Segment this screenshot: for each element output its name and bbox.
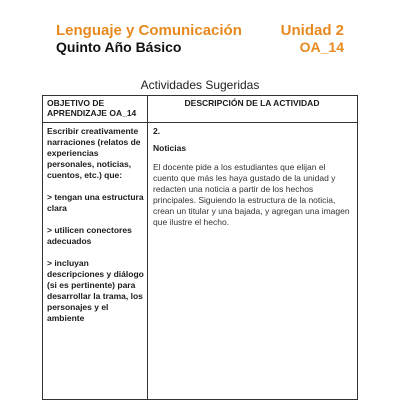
subject-title: Lenguaje y Comunicación — [56, 22, 242, 39]
objective-cell — [47, 126, 145, 335]
activity-title: Noticias — [153, 143, 187, 153]
objective-point: > incluyan descripciones y diálogo (si es pertinente) para desarrollar la trama, los personajes y el ambiente — [47, 258, 144, 323]
objective-intro: Escribir creativamente narraciones (relatos de experiencias personales, noticias, cuentos, etc.) que: — [47, 126, 141, 180]
column-divider — [147, 96, 148, 399]
activity-cell — [153, 126, 353, 228]
section-title: Actividades Sugeridas — [140, 78, 260, 92]
grade-level: Quinto Año Básico — [56, 39, 182, 55]
document-header-right — [281, 22, 344, 56]
objective-code: OA_14 — [299, 39, 344, 55]
objective-point: > utilicen conectores adecuados — [47, 225, 132, 246]
document-header-left — [56, 22, 242, 56]
table-header-activity: DESCRIPCIÓN DE LA ACTIVIDAD — [184, 98, 320, 108]
activities-table — [42, 95, 358, 400]
unit-label: Unidad 2 — [280, 22, 344, 39]
activity-description: El docente pide a los estudiantes que elijan el cuento que más les haya gustado de la unidad y redacten una noticia a partir de los hechos principales. Siguiendo la estructura de la noticia, crean un titular y una bajada, y agregan una imagen que ilustre el hecho. — [153, 162, 350, 227]
objective-point: > tengan una estructura clara — [47, 192, 144, 213]
table-header-objective: OBJETIVO DE APRENDIZAJE OA_14 — [47, 98, 137, 118]
activity-number: 2. — [153, 126, 161, 136]
header-row-divider — [43, 122, 357, 123]
